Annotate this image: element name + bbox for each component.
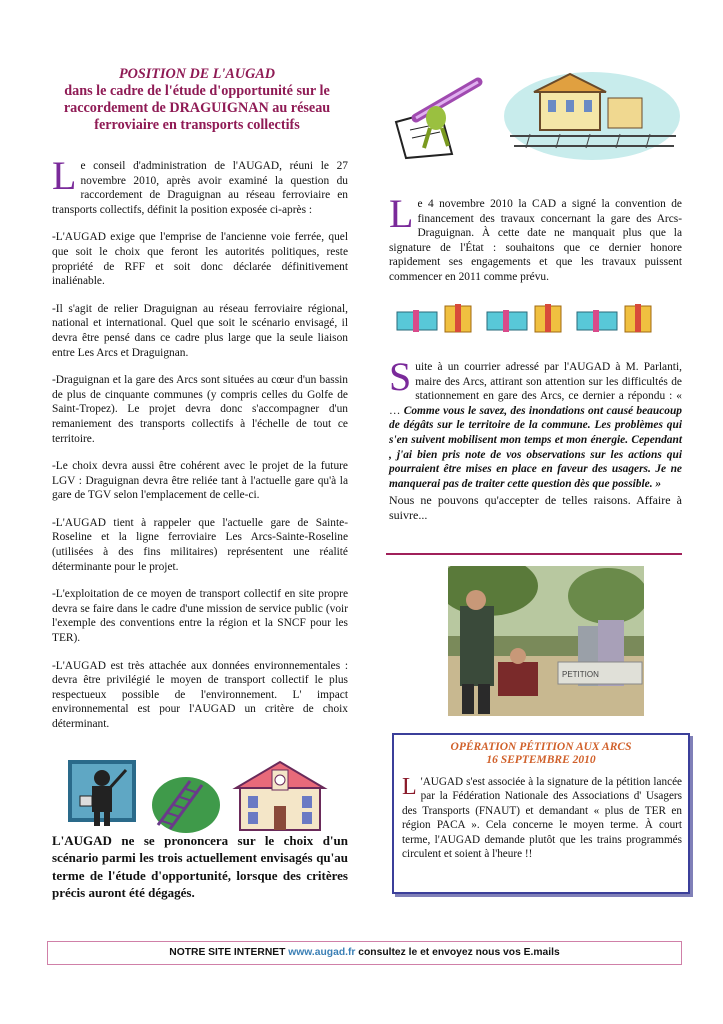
petition-date: 16 SEPTEMBRE 2010 [486, 754, 596, 766]
petition-title: OPÉRATION PÉTITION AUX ARCS [450, 741, 632, 753]
petition-sign-text: PETITION [562, 670, 599, 679]
signing-pen-illustration [382, 70, 492, 160]
drop-cap: L [52, 153, 77, 198]
article-title-sub: dans le cadre de l'étude d'opportunité sur le raccordement de DRAGUIGNAN au réseau ferroviaire en transports collectifs [63, 83, 331, 133]
website-link[interactable]: www.augad.fr [288, 947, 356, 958]
cad-paragraph [389, 191, 682, 285]
petition-paragraph [394, 767, 688, 861]
petition-box [392, 733, 690, 894]
drop-cap: L [389, 191, 414, 236]
point-paragraph: -L'exploitation de ce moyen de transport collectif en site propre devra se faire dans le cadre d'une mission de service public (voir l'exemple des conventions entre la région et la SNCF pour les TER). [52, 588, 348, 645]
gifts-decoration [395, 300, 685, 336]
footer-suffix: consultez le et envoyez nous vos E.mails [355, 947, 560, 958]
section-divider [386, 553, 682, 555]
point-paragraph: -L'AUGAD exige que l'emprise de l'ancienne voie ferrée, quel que soit le choix que feront les autorités politiques, reste propriété de RFF et soit donc déclarée définitivement inaliénable. [52, 231, 348, 288]
train-station-illustration [500, 68, 684, 164]
footer-prefix: NOTRE SITE INTERNET [169, 947, 289, 958]
mayor-quote: Comme vous le savez, des inondations ont causé beaucoup de dégâts sur le territoire de la commune. Les problèmes qui s'en suivent mobilisent mon temps et mon énergie. Cependant , j'ai bien pris note de vos observations sur les actions qui pourraient être mises en place en faveur des usagers. Je ne manquerai pas de traiter cette question dès que possible [389, 404, 682, 490]
point-paragraph: -Draguignan et la gare des Arcs sont situées au cœur d'un bassin de plus de cinquante communes (y compris celles du Golfe de Saint-Tropez). Le projet devra donc s'accompagner d'un remaniement des transports collectifs à l'échelle de tout ce territoire. [52, 374, 348, 445]
petition-photo [448, 566, 644, 716]
article-title [52, 66, 342, 134]
railway-track-illustration [150, 775, 222, 835]
intro-text: e conseil d'administration de l'AUGAD, réuni le 27 novembre 2010, après avoir examiné la question du raccordement de Draguignan au réseau ferroviaire en transports collectifs, définit la position exposée ci-après : [52, 160, 348, 216]
businessman-illustration [62, 752, 142, 832]
arcs-text: uite à un courrier adressé par l'AUGAD à M. Parlanti, maire des Arcs, attirant son attention sur les difficultés de stationnement en gare des Arcs, ce dernier a répondu : « … [389, 361, 682, 417]
mayor-quote-end: . » [649, 477, 662, 490]
drop-cap: S [389, 354, 412, 399]
point-paragraph: -L'AUGAD tient à rappeler que l'actuelle gare de Sainte-Roseline et la ligne ferroviaire Les Arcs-Sainte-Roseline (utilisées à des fins militaires) représentent une réalité déterminante pour le projet. [52, 516, 348, 573]
footer-banner [47, 941, 682, 965]
point-paragraph: -L'AUGAD est très attachée aux données environnementales : devra être privilégié le moyen de transport collectif le plus respectueux possible de l'environnement. L' impact environnemental est pour l'AUGAD un critère de choix déterminant. [52, 659, 348, 730]
petition-heading [394, 741, 688, 767]
arcs-conclusion: Nous ne pouvons qu'accepter de telles raisons. Affaire à suivre... [389, 493, 682, 522]
article-title-main: POSITION DE L'AUGAD [118, 66, 276, 82]
drop-cap: L [402, 774, 417, 800]
townhall-illustration [232, 756, 328, 832]
gift-icon [395, 300, 685, 336]
cad-text: e 4 novembre 2010 la CAD a signé la convention de financement des travaux concernant la gare des Arcs-Draguignan. À cette date ne manquait plus que la signature de l'État : souhaitons que ce dernier honore rapidement ses engagements et que les travaux puissent commencer en 2011 comme prévu. [389, 198, 682, 283]
arcs-paragraph [389, 354, 682, 523]
point-paragraph: -Il s'agit de relier Draguignan au réseau ferroviaire régional, national et international. Quel que soit le scénario envisagé, il devra être pensé dans ce cadre plus large que la seule liaison entre Les Arcs et Draguignan. [52, 302, 348, 359]
intro-paragraph [52, 153, 348, 217]
left-column [52, 153, 348, 745]
point-paragraph: -Le choix devra aussi être cohérent avec le projet de la future LGV : Draguignan devra être reliée tant à l'actuelle gare qu'à la gare de TGV selon l'emplacement de celle-ci. [52, 460, 348, 502]
conclusion-text: L'AUGAD ne se prononcera sur le choix d'un scénario parmi les trois actuellement envisagés qu'au terme de l'étude d'opportunité, lorsque des critères précis auront été dégagés. [52, 833, 348, 900]
petition-text: 'AUGAD s'est associée à la signature de la pétition lancée par la Fédération Nationale des Associations d' Usagers des Transports (FNAUT) et demandant « plus de TER en région PACA ». Cela concerne le moyen terme. À court terme, l'AUGAD demande plutôt que les trains programmés circulent et soient à l'heure !! [402, 776, 682, 861]
